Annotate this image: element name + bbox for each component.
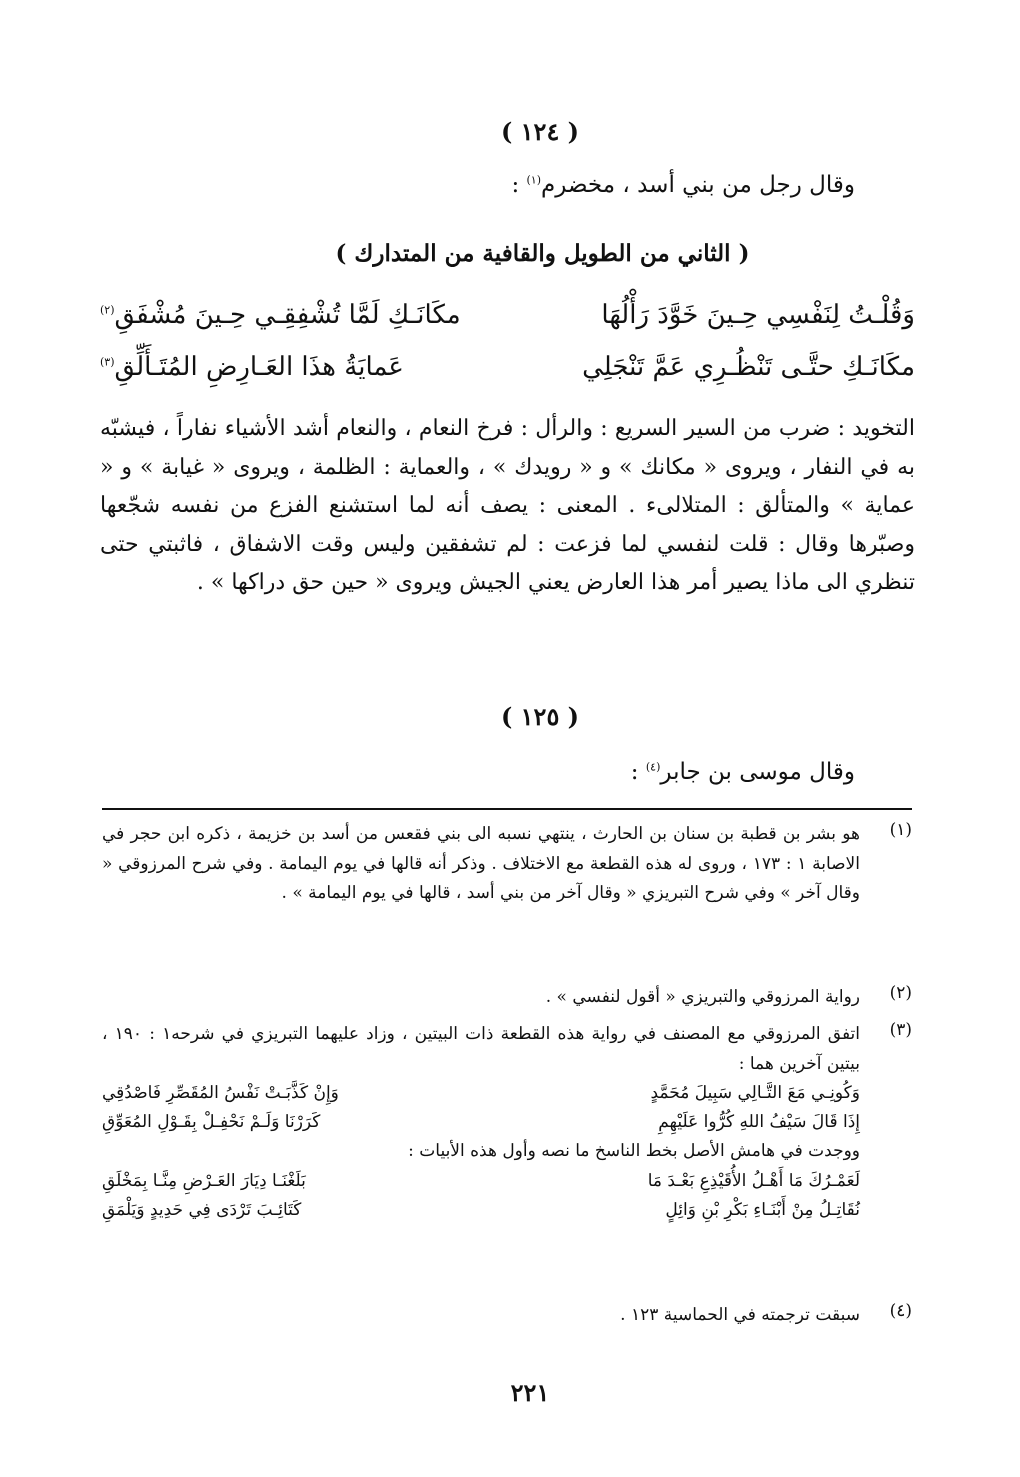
commentary-paragraph: التخويد : ضرب من السير السريع : والرأل : فرخ النعام ، والنعام أشد الأشياء نفاراً ، فيشبّه به في النفار ، ويروى « مكانك » و « رويدك » ، والعماية : الظلمة ، ويروى « غيابة » و « عماية » والمتألق : المتلالىء . المعنى : يصف أنه لما استشنع الفزع من نفسه شجّعها وصبّرها وقال : قلت لنفسي لما فزعت : لم تشفقين وليس وقت الاشفاق ، فاثبتي حتى تنظري الى ماذا يصير أمر هذا العارض يعني الجيش ويروى « حين حق دراكها » . <box>100 416 915 595</box>
footnote-text: ووجدت في هامش الأصل بخط الناسخ ما نصه وأول هذه الأبيات : <box>408 1141 860 1161</box>
verse-hemistich-second: كَرَرْنَا وَلَـمْ نَحْفِـلْ بِقَـوْلِ المُعَوِّقِ <box>102 1112 321 1132</box>
intro-text: وقال رجل من بني أسد ، مخضرم <box>541 172 855 198</box>
poem-intro-124 <box>511 172 855 198</box>
footnote-text: هو بشر بن قطبة بن سنان بن الحارث ، ينتهي نسبه الى بني فقعس من أسد بن خزيمة ، ذكره ابن حجر في الاصابة ١ : ١٧٣ ، وروى له هذه القطعة مع الاختلاف . وذكر أنه قالها في يوم اليمامة . وفي شرح المرزوقي « وقال آخر » وفي شرح التبريزي « وقال آخر من بني أسد ، قالها في يوم اليمامة » . <box>102 824 860 903</box>
verse-text: عَمايَةُ هذَا العَـارِضِ المُتَـأَلِّقِ <box>114 352 404 382</box>
footnote-4 <box>102 1301 912 1331</box>
footnote-number: (٤) <box>889 1301 912 1321</box>
footnote-number: (١) <box>889 820 912 840</box>
page-number: ٢٢١ <box>510 1378 550 1407</box>
verse-hemistich-second <box>100 352 404 382</box>
footnote-text: سبقت ترجمته في الحماسية ١٢٣ . <box>620 1305 860 1325</box>
poem-intro-125 <box>631 759 855 785</box>
footnote-2 <box>102 983 912 1013</box>
verse-hemistich-first: وَقُلْـتُ لِنَفْسِي حِـينَ خَوَّدَ رَأْلُهَا <box>601 300 915 330</box>
footnote-ref: (٢) <box>100 303 115 317</box>
quoted-verse <box>102 1196 860 1225</box>
footnote-ref: (١) <box>526 173 542 187</box>
meter-line: ( الثاني من الطويل والقافية من المتدارك ) <box>335 240 750 267</box>
quoted-verse <box>102 1079 860 1108</box>
commentary <box>100 410 915 603</box>
footnote-number: (٢) <box>889 983 912 1003</box>
verse-line <box>100 352 915 398</box>
verse-hemistich-first: مكَانَـكِ حتَّـى تَنْظُـرِي عَمَّ تَنْجَلِي <box>582 352 915 382</box>
quoted-verse <box>102 1108 860 1137</box>
verse-hemistich-second: كَتَائِـبَ تَرْدَى فِي حَدِيدٍ وَيَلْمَقِ <box>102 1199 302 1220</box>
verse-hemistich-first: نُقَاتِـلُ مِنْ أَبْنَـاءِ بَكْرِ بْنِ وَائِلٍ <box>665 1199 860 1220</box>
footnote-ref: (٣) <box>100 355 115 369</box>
footnote-divider <box>102 808 912 810</box>
footnote-text: رواية المرزوقي والتبريزي « أقول لنفسي » . <box>545 987 860 1007</box>
footnote-1 <box>102 820 912 909</box>
poem-number-125: ( ١٢٥ ) <box>500 702 580 731</box>
poem-number-124: ( ١٢٤ ) <box>500 117 580 146</box>
verse-hemistich-second: وَإِنْ كَذَّبَـتْ نَفْسُ المُقَصِّرِ فَاصْدُقِي <box>102 1083 339 1103</box>
verse-text: مكَانَـكِ لَمَّا تُشْفِقِـي حِـينَ مُشْفَقِ <box>114 300 461 330</box>
footnote-number: (٣) <box>889 1020 912 1040</box>
verse-line <box>100 300 915 346</box>
footnote-text: اتفق المرزوقي مع المصنف في رواية هذه القطعة ذات البيتين ، وزاد عليهما التبريزي في شرحه١ : ١٩٠ ، بيتين آخرين هما : <box>102 1024 860 1074</box>
footnote-3 <box>102 1020 912 1225</box>
quoted-verse <box>102 1167 860 1196</box>
verse-hemistich-first: وَكُونِـي مَعَ التَّـالِي سَبِيلَ مُحَمَّدٍ <box>650 1083 860 1103</box>
intro-tail: : <box>511 172 527 198</box>
verse-hemistich-first: إِذَا قَالَ سَيْفُ اللهِ كُرُّوا عَلَيْهِمِ <box>658 1112 860 1132</box>
verse-hemistich-second <box>100 300 461 330</box>
intro-text: وقال موسى بن جابر <box>660 759 855 785</box>
verse-hemistich-first: لَعَمْـرُكَ مَا أَهْـلُ الأُقَيْذِعِ بَعْـدَ مَا <box>647 1170 860 1191</box>
verse-hemistich-second: بَلَغْنَـا دِيَارَ العَـرْضِ مِنَّـا بِمَخْلَقِ <box>102 1170 306 1191</box>
intro-tail: : <box>630 759 646 785</box>
footnote-ref: (٤) <box>645 760 661 774</box>
